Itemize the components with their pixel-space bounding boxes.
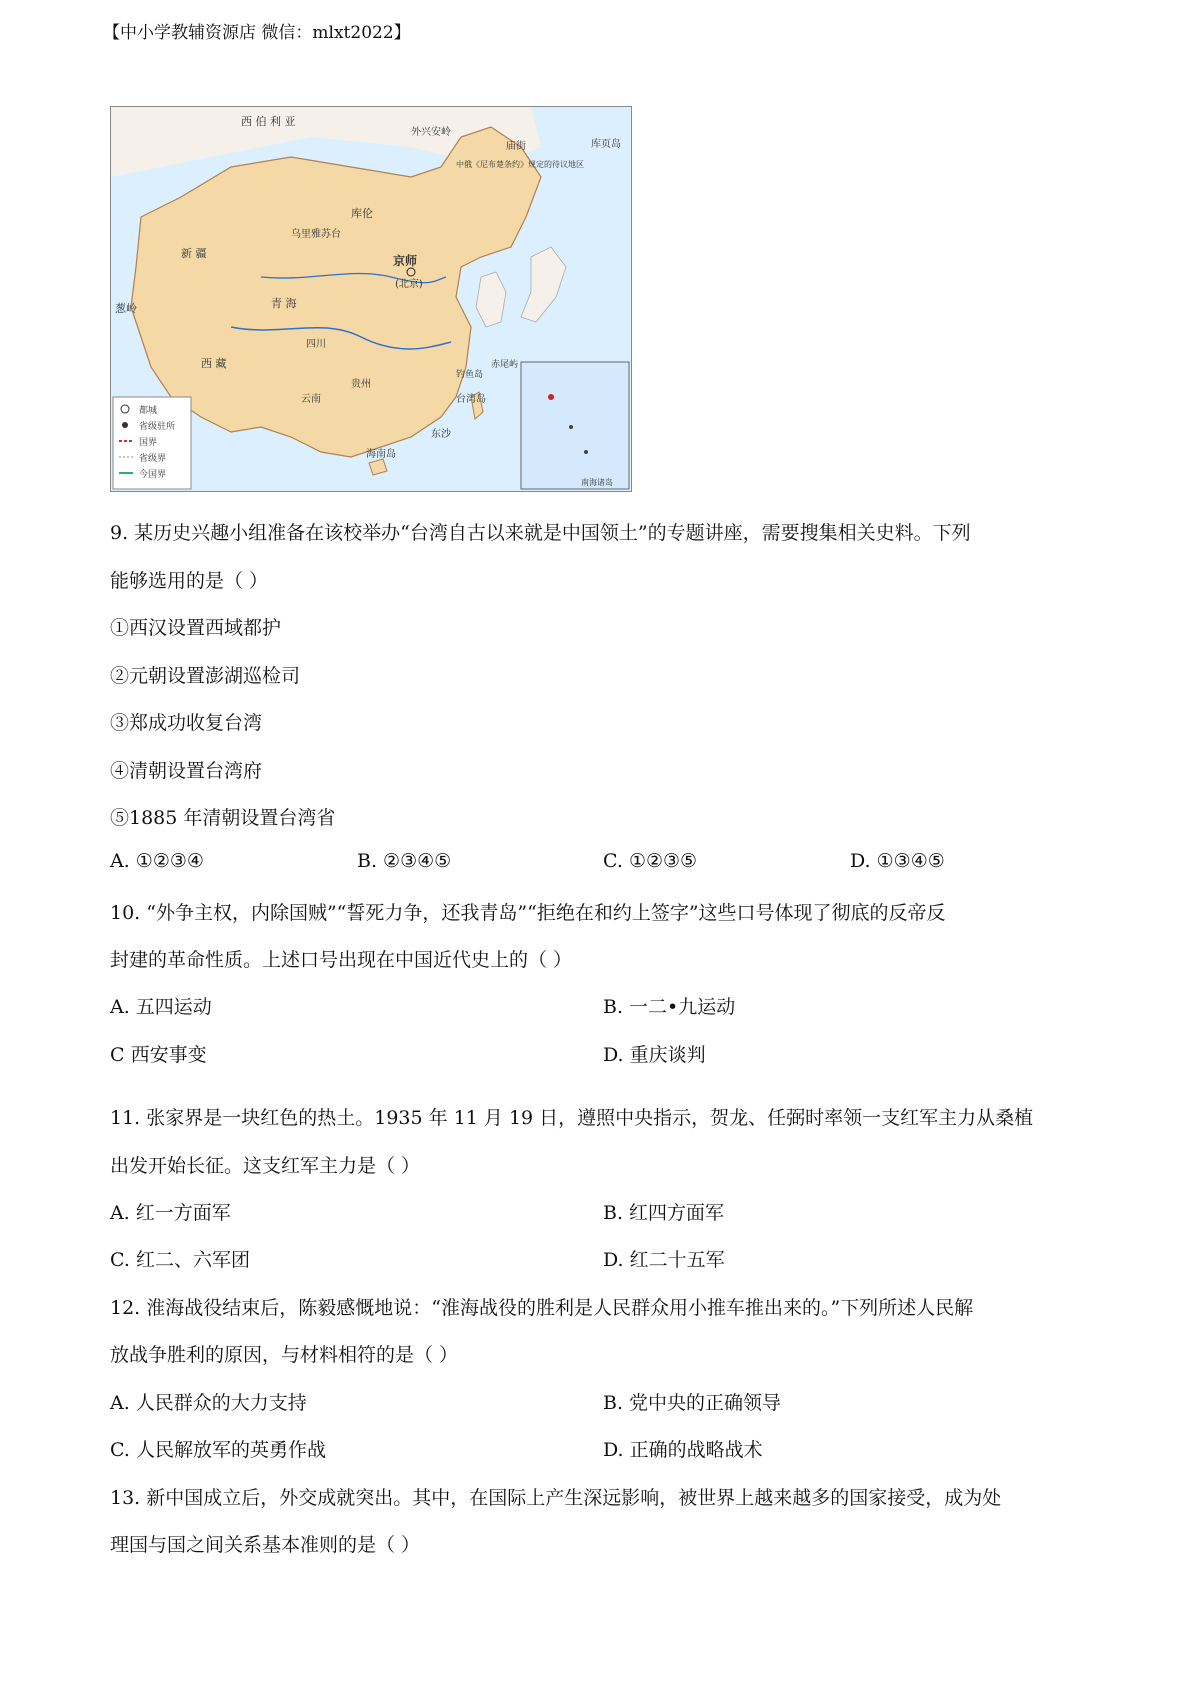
q11-stem-line2: 出发开始长征。这支红军主力是（ ）: [110, 1155, 421, 1177]
q11-stem-line1: 11. 张家界是一块红色的热土。1935 年 11 月 19 日，遵照中央指示，贺龙、任弼时率领一支红军主力从桑植: [110, 1107, 1034, 1129]
map-label-miaojie: 庙街: [506, 141, 526, 152]
q9-item-2: ②元朝设置澎湖巡检司: [110, 665, 301, 687]
q12-stem-line2: 放战争胜利的原因，与材料相符的是（ ）: [110, 1344, 459, 1366]
map-label-capital: 京师: [393, 254, 418, 268]
map-label-congling: 葱岭: [115, 302, 137, 315]
map-label-diaoyudao: 钓鱼岛: [456, 370, 484, 380]
q9-item-4: ④清朝设置台湾府: [110, 760, 263, 782]
q11-option-b: B. 红四方面军: [603, 1202, 725, 1224]
map-label-capital-sub: (北京): [395, 279, 423, 290]
map-label-xinjiang: 新 疆: [181, 247, 207, 260]
q9-item-3: ③郑成功收复台湾: [110, 712, 263, 734]
q12-option-c: C. 人民解放军的英勇作战: [110, 1439, 326, 1461]
map-label-hainan: 海南岛: [366, 449, 396, 460]
q10-stem-line2: 封建的革命性质。上述口号出现在中国近代史上的（ ）: [110, 949, 573, 971]
q12-option-b: B. 党中央的正确领导: [603, 1392, 782, 1414]
page-header: 【中小学教辅资源店 微信：mlxt2022】: [103, 23, 411, 43]
map-label-wuliyasutai: 乌里雅苏台: [291, 229, 341, 240]
map-label-chiweiyu: 赤尾屿: [491, 360, 519, 370]
map-label-yunnan: 云南: [301, 394, 321, 405]
q9-stem-line1: 9. 某历史兴趣小组准备在该校举办“台湾自古以来就是中国领土”的专题讲座，需要搜集相关史料。下列: [110, 522, 971, 544]
map-label-taiwan: 台湾岛: [456, 394, 486, 405]
qing-map-image: [110, 106, 632, 492]
map-label-kulun: 库伦: [351, 207, 373, 220]
q9-option-c: C. ①②③⑤: [603, 850, 698, 872]
q9-option-a: A. ①②③④: [110, 850, 204, 872]
map-label-dongsha: 东沙: [431, 429, 451, 440]
legend-provincial-border: 省级界: [139, 454, 167, 464]
q12-stem-line1: 12. 淮海战役结束后，陈毅感慨地说：“淮海战役的胜利是人民群众用小推车推出来的。”下列所述人民解: [110, 1297, 974, 1319]
map-label-waixinganling: 外兴安岭: [411, 127, 451, 138]
q10-option-a: A. 五四运动: [110, 996, 212, 1018]
map-label-kuye: 库页岛: [591, 139, 621, 150]
q11-option-a: A. 红一方面军: [110, 1202, 231, 1224]
q10-stem-line1: 10. “外争主权，内除国贼”“誓死力争，还我青岛”“拒绝在和约上签字”这些口号体现了彻底的反帝反: [110, 902, 946, 924]
q11-option-c: C. 红二、六军团: [110, 1249, 250, 1271]
legend-modern-border: 今国界: [139, 470, 167, 480]
map-label-siberia: 西 伯 利 亚: [241, 115, 296, 128]
q10-option-c: C 西安事变: [110, 1044, 207, 1066]
legend-provincial-seat: 省级驻所: [139, 422, 176, 432]
q9-item-1: ①西汉设置西域都护: [110, 617, 282, 639]
map-label-sichuan: 四川: [306, 339, 326, 350]
legend-capital: 都城: [139, 406, 158, 416]
map-label-nibuchu: 中俄《尼布楚条约》规定的待议地区: [456, 160, 584, 169]
q12-option-d: D. 正确的战略战术: [603, 1439, 763, 1461]
qing-territory-map: [111, 107, 631, 491]
q9-item-5: ⑤1885 年清朝设置台湾省: [110, 807, 336, 829]
q12-option-a: A. 人民群众的大力支持: [110, 1392, 307, 1414]
q10-option-d: D. 重庆谈判: [603, 1044, 706, 1066]
map-label-nanhai: 南海诸岛: [581, 478, 613, 487]
q11-option-d: D. 红二十五军: [603, 1249, 725, 1271]
map-label-qinghai: 青 海: [271, 297, 297, 310]
q13-stem-line2: 理国与国之间关系基本准则的是（ ）: [110, 1534, 421, 1556]
map-label-xizang: 西 藏: [201, 357, 227, 370]
q9-option-d: D. ①③④⑤: [850, 850, 945, 872]
legend-national-border: 国界: [139, 438, 158, 448]
q9-stem-line2: 能够选用的是（ ）: [110, 570, 269, 592]
q10-option-b: B. 一二•九运动: [603, 996, 736, 1018]
q9-option-b: B. ②③④⑤: [357, 850, 452, 872]
q13-stem-line1: 13. 新中国成立后，外交成就突出。其中，在国际上产生深远影响，被世界上越来越多的国家接受，成为处: [110, 1487, 1002, 1509]
map-label-guizhou: 贵州: [351, 379, 371, 390]
